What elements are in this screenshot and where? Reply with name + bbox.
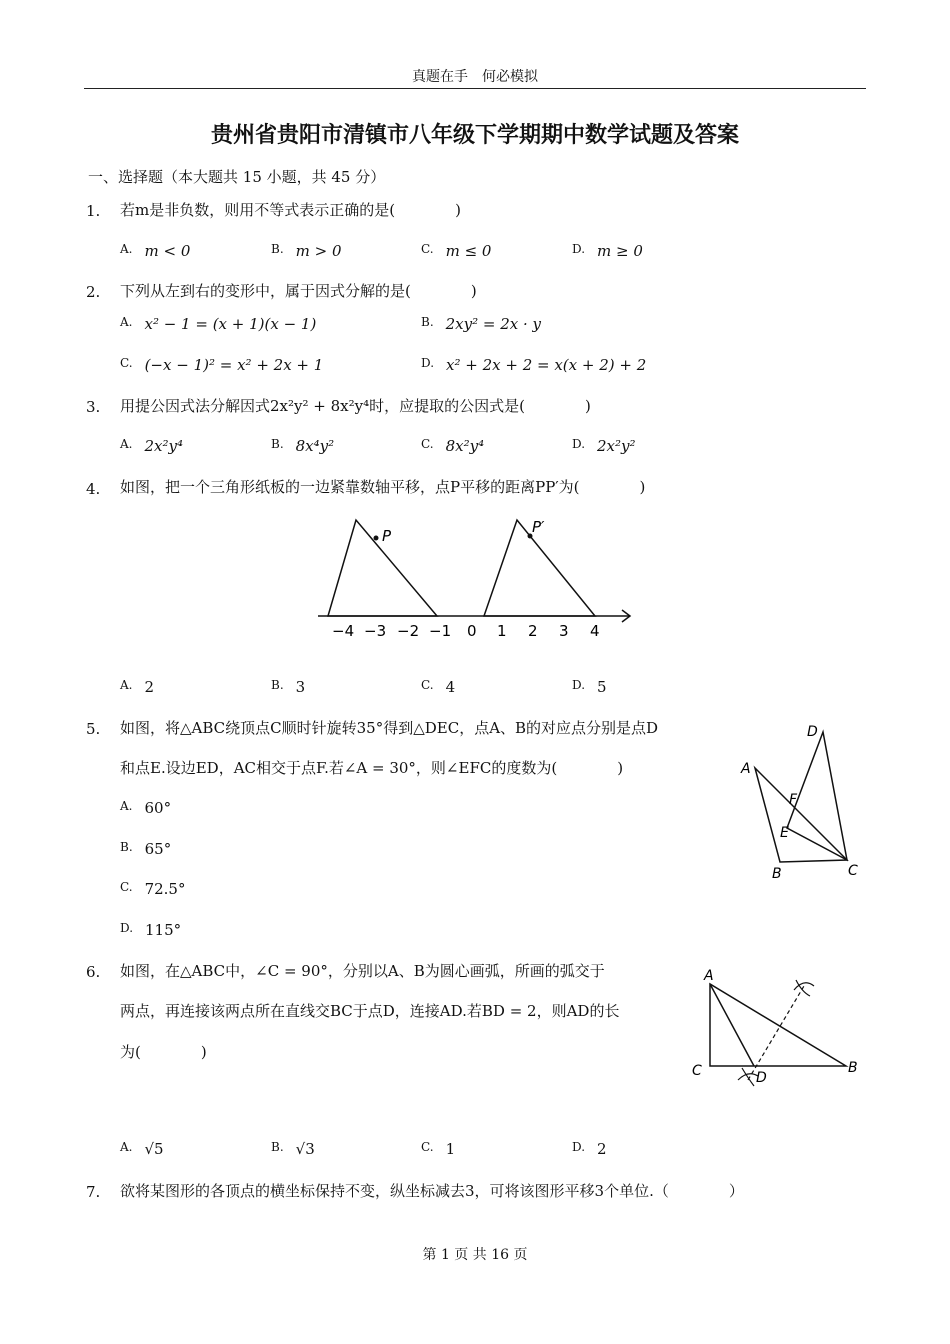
header-rule <box>84 88 866 89</box>
option-text: m ≥ 0 <box>597 242 643 260</box>
question-3-number: 3. <box>86 398 101 416</box>
question-5-text-line-1: 如图，将△ABC绕顶点C顺时针旋转35°得到△DEC，点A、B的对应点分别是点D <box>120 719 659 737</box>
page-footer: 第 1 页 共 16 页 <box>422 1247 528 1263</box>
question-7-text: 欲将某图形的各顶点的横坐标保持不变，纵坐标减去3，可将该图形平移3个单位.（ ） <box>120 1182 744 1200</box>
option-text: 1 <box>445 1140 456 1158</box>
segment-ad <box>710 984 754 1066</box>
question-6-option-b <box>271 1140 315 1158</box>
option-label: C. <box>421 437 434 451</box>
question-5-option-c <box>120 880 185 898</box>
number-line-triangle-figure <box>310 510 640 650</box>
option-label: D. <box>572 242 586 256</box>
question-2-option-c <box>120 356 323 374</box>
option-text: 2x²y⁴ <box>144 437 183 455</box>
rotation-figure <box>735 720 865 885</box>
option-label: A. <box>120 678 133 692</box>
question-3-option-b <box>271 437 334 455</box>
tick-label: −1 <box>429 622 452 640</box>
option-label: D. <box>120 921 134 935</box>
question-6-number: 6. <box>86 963 101 981</box>
tick-label: −4 <box>332 622 355 640</box>
option-text: 2 <box>597 1140 607 1158</box>
triangle-abc <box>755 768 847 862</box>
option-label: B. <box>271 678 284 692</box>
question-6-text-line-1: 如图，在△ABC中，∠C = 90°，分别以A、B为圆心画弧，所画的弧交于 <box>120 962 605 980</box>
question-6-option-d <box>572 1140 607 1158</box>
option-label: B. <box>120 840 133 854</box>
question-6-text-line-2: 两点，再连接该两点所在直线交BC于点D，连接AD.若BD = 2，则AD的长 <box>120 1002 620 1020</box>
tick-label: 2 <box>528 622 538 640</box>
label-p-prime: P′ <box>532 518 545 536</box>
question-3-option-d <box>572 437 636 455</box>
option-label: D. <box>421 356 435 370</box>
option-label: A. <box>120 242 133 256</box>
tick-label: −2 <box>397 622 420 640</box>
label-a: A <box>704 968 714 984</box>
option-label: A. <box>120 799 133 813</box>
question-7-number: 7. <box>86 1183 101 1201</box>
option-text: 60° <box>144 799 172 817</box>
option-label: C. <box>120 356 133 370</box>
option-label: C. <box>421 1140 434 1154</box>
tick-label: 4 <box>590 622 600 640</box>
question-6-text-line-3: 为( ) <box>120 1043 207 1061</box>
label-b: B <box>848 1060 858 1076</box>
question-2-option-b <box>421 315 541 333</box>
section-heading: 一、选择题（本大题共 15 小题，共 45 分） <box>88 168 386 186</box>
tick-label: −3 <box>364 622 387 640</box>
option-text: 2xy² = 2x · y <box>445 315 542 333</box>
question-6-option-c <box>421 1140 455 1158</box>
question-5-option-d <box>120 921 181 939</box>
option-text: √3 <box>295 1140 315 1158</box>
option-text: 2 <box>144 678 155 696</box>
page-header-slogan: 真题在手 何必模拟 <box>412 69 538 85</box>
question-5-option-b <box>120 840 171 858</box>
option-text: 65° <box>144 840 172 858</box>
label-e: E <box>780 825 789 841</box>
option-text: m ≤ 0 <box>445 242 492 260</box>
option-text: 4 <box>445 678 456 696</box>
option-text: x² − 1 = (x + 1)(x − 1) <box>144 315 317 333</box>
question-4-number: 4. <box>86 480 101 498</box>
question-3-text: 用提公因式法分解因式2x²y² + 8x²y⁴时，应提取的公因式是( ) <box>120 397 591 415</box>
label-b: B <box>772 866 782 882</box>
question-5-number: 5. <box>86 720 101 738</box>
option-text: m > 0 <box>295 242 342 260</box>
question-1-option-c <box>421 242 491 260</box>
option-text: 5 <box>597 678 607 696</box>
document-title: 贵州省贵阳市清镇市八年级下学期期中数学试题及答案 <box>210 122 739 148</box>
option-text: x² + 2x + 2 = x(x + 2) + 2 <box>446 356 647 374</box>
label-a: A <box>741 761 751 777</box>
label-c: C <box>692 1063 702 1079</box>
option-text: 72.5° <box>144 880 186 898</box>
triangle-abc <box>710 984 846 1066</box>
question-1-option-d <box>572 242 643 260</box>
label-d: D <box>807 724 818 740</box>
question-1-option-b <box>271 242 342 260</box>
label-f: F <box>789 792 798 808</box>
question-6-option-a <box>120 1140 164 1158</box>
option-text: (−x − 1)² = x² + 2x + 1 <box>144 356 324 374</box>
question-3-option-c <box>421 437 484 455</box>
perpendicular-bisector-figure <box>686 962 866 1092</box>
option-text: 115° <box>145 921 182 939</box>
question-2-number: 2. <box>86 283 101 301</box>
tick-label: 1 <box>497 622 507 640</box>
upper-arc-mark <box>794 983 814 990</box>
option-text: m < 0 <box>144 242 191 260</box>
option-label: B. <box>271 437 284 451</box>
option-label: C. <box>120 880 133 894</box>
option-label: A. <box>120 1140 133 1154</box>
option-label: C. <box>421 242 434 256</box>
label-p: P <box>382 527 392 545</box>
tick-label: 3 <box>559 622 569 640</box>
question-2-text: 下列从左到右的变形中，属于因式分解的是( ) <box>120 282 477 300</box>
question-4-option-b <box>271 678 305 696</box>
lower-arc-mark <box>742 1068 754 1086</box>
option-label: D. <box>572 678 586 692</box>
option-label: A. <box>120 315 133 329</box>
question-5-text-line-2: 和点E.设边ED，AC相交于点F.若∠A = 30°，则∠EFC的度数为( ) <box>120 759 624 777</box>
option-text: 3 <box>295 678 306 696</box>
option-label: B. <box>271 1140 284 1154</box>
question-1-number: 1. <box>86 202 101 220</box>
tick-label: 0 <box>467 622 477 640</box>
option-text: 8x²y⁴ <box>445 437 485 455</box>
option-label: B. <box>421 315 434 329</box>
question-4-text: 如图，把一个三角形纸板的一边紧靠数轴平移，点P平移的距离PP′为( ) <box>120 478 646 496</box>
label-d: D <box>756 1070 767 1086</box>
label-c: C <box>848 863 858 879</box>
question-3-option-a <box>120 437 183 455</box>
question-2-option-d <box>421 356 646 374</box>
question-1-option-a <box>120 242 190 260</box>
option-label: D. <box>572 1140 586 1154</box>
question-4-option-d <box>572 678 607 696</box>
option-text: 8x⁴y² <box>295 437 335 455</box>
option-text: √5 <box>144 1140 164 1158</box>
option-label: B. <box>271 242 284 256</box>
option-label: A. <box>120 437 133 451</box>
point-p <box>374 536 379 541</box>
question-5-option-a <box>120 799 171 817</box>
question-2-option-a <box>120 315 316 333</box>
option-label: C. <box>421 678 434 692</box>
question-4-option-c <box>421 678 455 696</box>
option-label: D. <box>572 437 586 451</box>
question-4-option-a <box>120 678 154 696</box>
question-1-text: 若m是非负数，则用不等式表示正确的是( ) <box>120 201 461 219</box>
option-text: 2x²y² <box>597 437 636 455</box>
